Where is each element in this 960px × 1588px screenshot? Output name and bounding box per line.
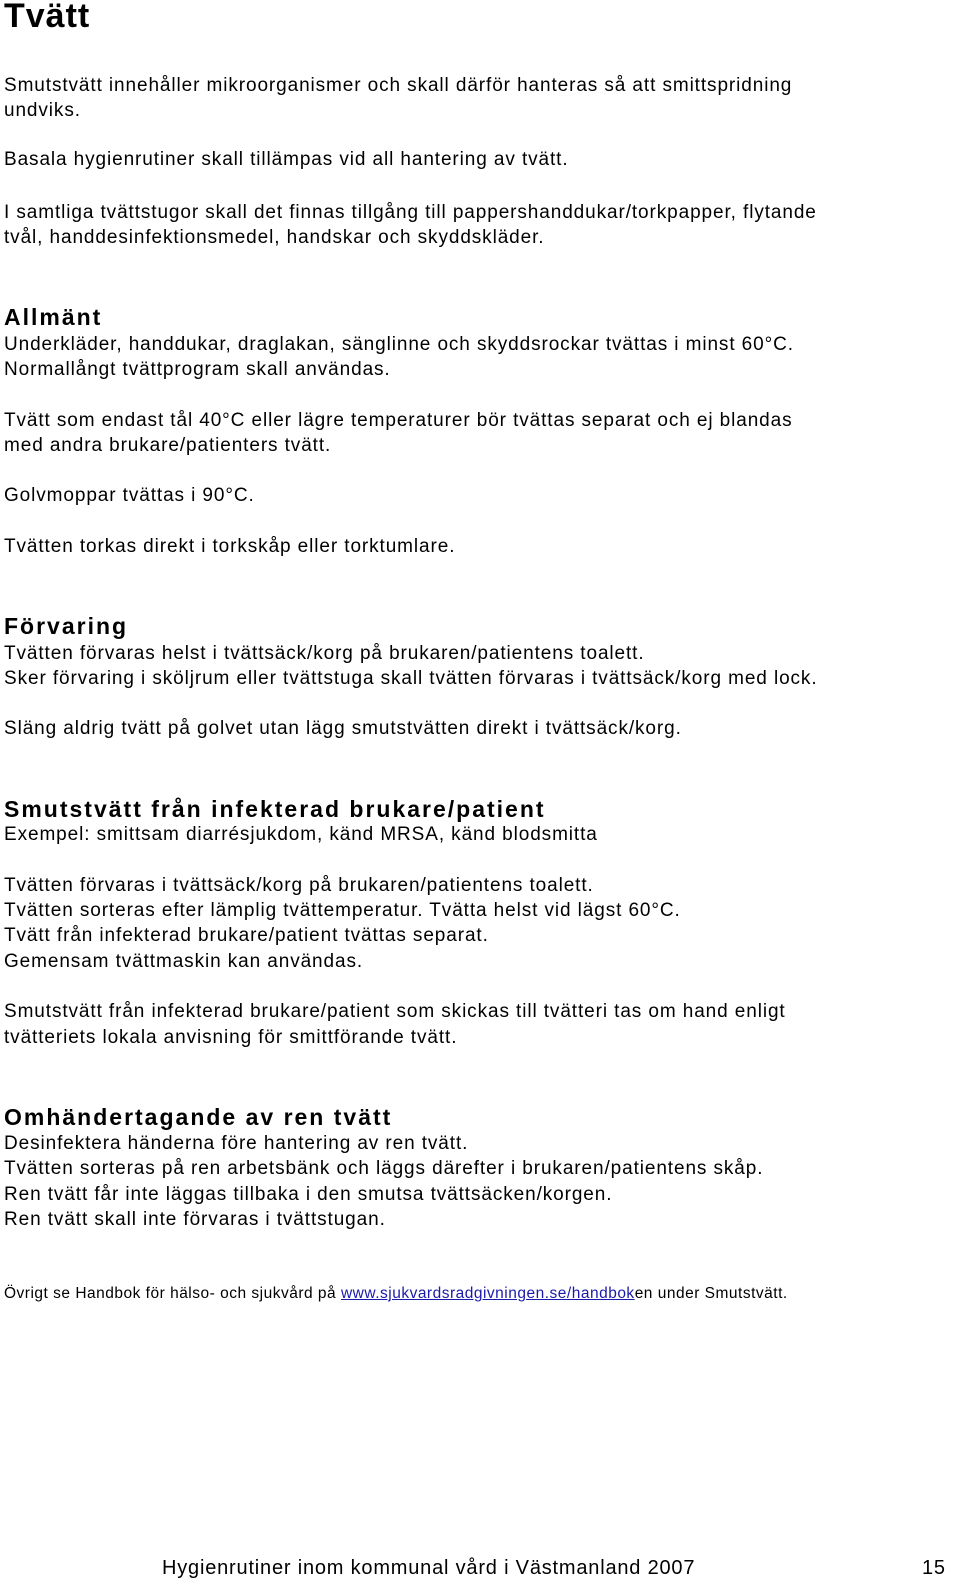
- footer-text: Hygienrutiner inom kommunal vård i Västmanland 2007: [162, 1557, 696, 1579]
- ren-line-4: Ren tvätt skall inte förvaras i tvättstugan.: [4, 1209, 386, 1230]
- infekterad-line-1: Exempel: smittsam diarrésjukdom, känd MRSA, känd blodsmitta: [4, 824, 598, 845]
- allmant-line-6: Tvätten torkas direkt i torkskåp eller torktumlare.: [4, 536, 456, 557]
- page-number: 15: [922, 1557, 946, 1579]
- allmant-line-2: Normallångt tvättprogram skall användas.: [4, 359, 391, 380]
- handbook-note: [4, 1284, 788, 1304]
- forvaring-line-2: Sker förvaring i sköljrum eller tvättstuga skall tvätten förvaras i tvättsäck/korg med lock.: [4, 668, 818, 689]
- infekterad-line-6: Smutstvätt från infekterad brukare/patient som skickas till tvätteri tas om hand enligt: [4, 1001, 786, 1022]
- infekterad-line-3: Tvätten sorteras efter lämplig tvättemperatur. Tvätta helst vid lägst 60°C.: [4, 900, 681, 921]
- ren-line-3: Ren tvätt får inte läggas tillbaka i den smutsa tvättsäcken/korgen.: [4, 1184, 613, 1205]
- allmant-line-5: Golvmoppar tvättas i 90°C.: [4, 485, 255, 506]
- ren-line-1: Desinfektera händerna före hantering av ren tvätt.: [4, 1133, 469, 1154]
- forvaring-line-3: Släng aldrig tvätt på golvet utan lägg smutstvätten direkt i tvättsäck/korg.: [4, 718, 682, 739]
- infekterad-line-5: Gemensam tvättmaskin kan användas.: [4, 951, 364, 972]
- section-heading-allmant: Allmänt: [4, 304, 103, 330]
- allmant-line-3: Tvätt som endast tål 40°C eller lägre temperaturer bör tvättas separat och ej blandas: [4, 410, 793, 431]
- handbook-link[interactable]: www.sjukvardsradgivningen.se/handbok: [340, 1285, 635, 1302]
- section-heading-forvaring: Förvaring: [4, 613, 129, 639]
- allmant-line-4: med andra brukare/patienters tvätt.: [4, 435, 332, 456]
- intro-line-5: tvål, handdesinfektionsmedel, handskar och skyddskläder.: [4, 227, 545, 248]
- infekterad-line-7: tvätteriets lokala anvisning för smittförande tvätt.: [4, 1027, 458, 1048]
- section-heading-infekterad: Smutstvätt från infekterad brukare/patient: [4, 796, 546, 822]
- allmant-line-1: Underkläder, handdukar, draglakan, sänglinne och skyddsrockar tvättas i minst 60°C.: [4, 334, 794, 355]
- intro-line-2: undviks.: [4, 100, 81, 121]
- infekterad-line-4: Tvätt från infekterad brukare/patient tvättas separat.: [4, 925, 489, 946]
- forvaring-line-1: Tvätten förvaras helst i tvättsäck/korg på brukaren/patientens toalett.: [4, 643, 645, 664]
- intro-line-3: Basala hygienrutiner skall tillämpas vid all hantering av tvätt.: [4, 149, 569, 170]
- ren-line-2: Tvätten sorteras på ren arbetsbänk och läggs därefter i brukaren/patientens skåp.: [4, 1158, 764, 1179]
- section-heading-ren-tvatt: Omhändertagande av ren tvätt: [4, 1104, 393, 1130]
- intro-line-1: Smutstvätt innehåller mikroorganismer och skall därför hanteras så att smittspridning: [4, 75, 793, 96]
- handbook-note-before: Övrigt se Handbok för hälso- och sjukvård på: [4, 1285, 341, 1302]
- handbook-note-after: en under Smutstvätt.: [634, 1285, 788, 1302]
- infekterad-line-2: Tvätten förvaras i tvättsäck/korg på brukaren/patientens toalett.: [4, 875, 594, 896]
- page-title: Tvätt: [4, 0, 91, 35]
- intro-line-4: I samtliga tvättstugor skall det finnas tillgång till pappershanddukar/torkpapper, flytande: [4, 202, 817, 223]
